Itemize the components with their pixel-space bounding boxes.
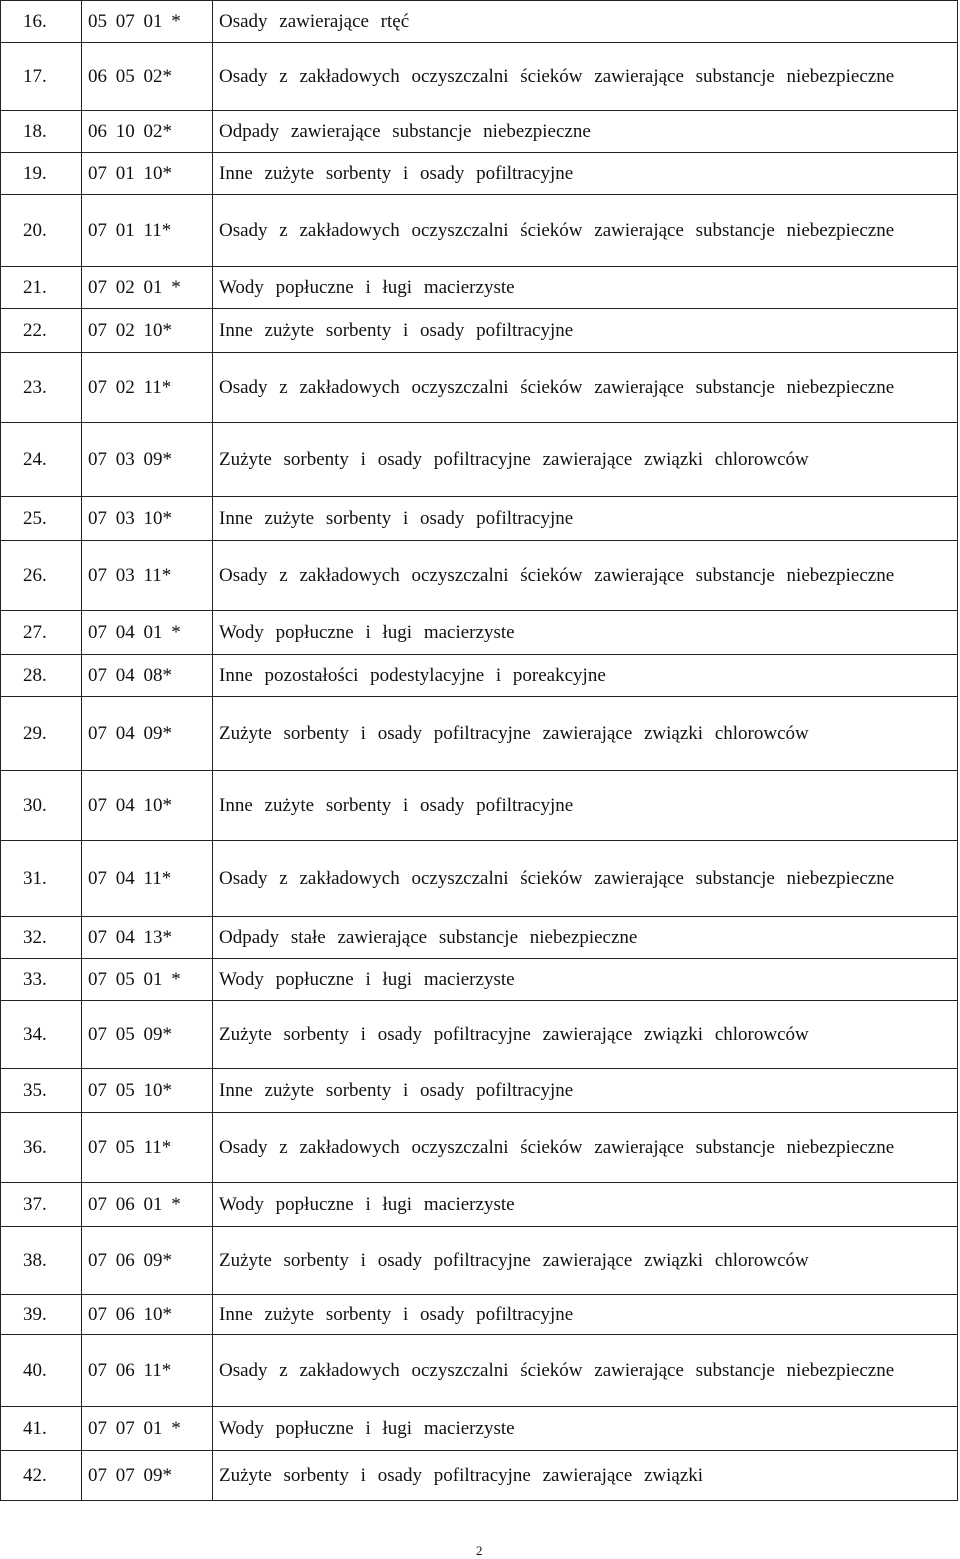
row-number: 20. bbox=[1, 195, 82, 267]
row-number: 18. bbox=[1, 111, 82, 153]
waste-code: 07 03 10* bbox=[82, 497, 213, 541]
table-row bbox=[1, 655, 958, 697]
waste-description: Zużyte sorbenty i osady pofiltracyjne zawierające związki chlorowców bbox=[213, 1001, 958, 1069]
waste-code: 07 02 01 * bbox=[82, 267, 213, 309]
waste-code: 07 07 01 * bbox=[82, 1407, 213, 1451]
waste-description: Inne zużyte sorbenty i osady pofiltracyjne bbox=[213, 1069, 958, 1113]
table-row bbox=[1, 153, 958, 195]
waste-code: 07 06 10* bbox=[82, 1295, 213, 1335]
waste-code: 07 01 10* bbox=[82, 153, 213, 195]
waste-description: Wody popłuczne i ługi macierzyste bbox=[213, 611, 958, 655]
row-number: 25. bbox=[1, 497, 82, 541]
row-number: 31. bbox=[1, 841, 82, 917]
waste-description: Osady z zakładowych oczyszczalni ścieków zawierające substancje niebezpieczne bbox=[213, 1113, 958, 1183]
row-number: 40. bbox=[1, 1335, 82, 1407]
table-row bbox=[1, 959, 958, 1001]
waste-code: 07 05 09* bbox=[82, 1001, 213, 1069]
row-number: 27. bbox=[1, 611, 82, 655]
waste-code: 07 01 11* bbox=[82, 195, 213, 267]
waste-description: Odpady zawierające substancje niebezpieczne bbox=[213, 111, 958, 153]
waste-description: Osady z zakładowych oczyszczalni ścieków zawierające substancje niebezpieczne bbox=[213, 43, 958, 111]
row-number: 28. bbox=[1, 655, 82, 697]
row-number: 30. bbox=[1, 771, 82, 841]
row-number: 38. bbox=[1, 1227, 82, 1295]
row-number: 37. bbox=[1, 1183, 82, 1227]
table-row bbox=[1, 497, 958, 541]
waste-code: 07 04 13* bbox=[82, 917, 213, 959]
waste-description: Osady z zakładowych oczyszczalni ścieków zawierające substancje niebezpieczne bbox=[213, 841, 958, 917]
waste-description: Zużyte sorbenty i osady pofiltracyjne zawierające związki chlorowców bbox=[213, 1227, 958, 1295]
row-number: 17. bbox=[1, 43, 82, 111]
table-row bbox=[1, 1407, 958, 1451]
row-number: 26. bbox=[1, 541, 82, 611]
waste-description: Osady z zakładowych oczyszczalni ścieków zawierające substancje niebezpieczne bbox=[213, 1335, 958, 1407]
table-body bbox=[1, 1, 958, 1501]
waste-code: 06 05 02* bbox=[82, 43, 213, 111]
row-number: 22. bbox=[1, 309, 82, 353]
table-row bbox=[1, 1451, 958, 1501]
row-number: 19. bbox=[1, 153, 82, 195]
waste-code: 07 03 11* bbox=[82, 541, 213, 611]
waste-description: Wody popłuczne i ługi macierzyste bbox=[213, 959, 958, 1001]
waste-code: 07 05 10* bbox=[82, 1069, 213, 1113]
row-number: 33. bbox=[1, 959, 82, 1001]
waste-description: Inne pozostałości podestylacyjne i poreakcyjne bbox=[213, 655, 958, 697]
table-row bbox=[1, 111, 958, 153]
waste-description: Odpady stałe zawierające substancje niebezpieczne bbox=[213, 917, 958, 959]
row-number: 42. bbox=[1, 1451, 82, 1501]
waste-code: 07 02 11* bbox=[82, 353, 213, 423]
table-row bbox=[1, 917, 958, 959]
page-number: 2 bbox=[476, 1543, 483, 1558]
table-row bbox=[1, 1295, 958, 1335]
waste-description: Inne zużyte sorbenty i osady pofiltracyjne bbox=[213, 771, 958, 841]
row-number: 23. bbox=[1, 353, 82, 423]
waste-code: 07 05 01 * bbox=[82, 959, 213, 1001]
table-row bbox=[1, 1227, 958, 1295]
row-number: 35. bbox=[1, 1069, 82, 1113]
waste-description: Zużyte sorbenty i osady pofiltracyjne zawierające związki chlorowców bbox=[213, 697, 958, 771]
table-row bbox=[1, 1001, 958, 1069]
table-row bbox=[1, 1069, 958, 1113]
waste-description: Zużyte sorbenty i osady pofiltracyjne zawierające związki chlorowców bbox=[213, 423, 958, 497]
table-row bbox=[1, 541, 958, 611]
waste-description: Zużyte sorbenty i osady pofiltracyjne zawierające związki bbox=[213, 1451, 958, 1501]
waste-description: Inne zużyte sorbenty i osady pofiltracyjne bbox=[213, 1295, 958, 1335]
row-number: 29. bbox=[1, 697, 82, 771]
table-row bbox=[1, 309, 958, 353]
row-number: 32. bbox=[1, 917, 82, 959]
waste-description: Osady z zakładowych oczyszczalni ścieków zawierające substancje niebezpieczne bbox=[213, 195, 958, 267]
waste-code: 07 05 11* bbox=[82, 1113, 213, 1183]
waste-description: Osady z zakładowych oczyszczalni ścieków zawierające substancje niebezpieczne bbox=[213, 353, 958, 423]
waste-description: Osady zawierające rtęć bbox=[213, 1, 958, 43]
waste-code: 07 06 11* bbox=[82, 1335, 213, 1407]
table-row bbox=[1, 841, 958, 917]
table-row bbox=[1, 267, 958, 309]
table-row bbox=[1, 611, 958, 655]
waste-code: 07 07 09* bbox=[82, 1451, 213, 1501]
waste-code: 07 04 09* bbox=[82, 697, 213, 771]
row-number: 24. bbox=[1, 423, 82, 497]
waste-code: 07 02 10* bbox=[82, 309, 213, 353]
table-row bbox=[1, 1, 958, 43]
waste-code: 07 06 01 * bbox=[82, 1183, 213, 1227]
waste-description: Inne zużyte sorbenty i osady pofiltracyjne bbox=[213, 153, 958, 195]
table-row bbox=[1, 697, 958, 771]
waste-description: Wody popłuczne i ługi macierzyste bbox=[213, 1407, 958, 1451]
waste-description: Inne zużyte sorbenty i osady pofiltracyjne bbox=[213, 309, 958, 353]
table-row bbox=[1, 195, 958, 267]
waste-code: 07 04 01 * bbox=[82, 611, 213, 655]
row-number: 39. bbox=[1, 1295, 82, 1335]
waste-code: 07 04 11* bbox=[82, 841, 213, 917]
table-row bbox=[1, 43, 958, 111]
waste-code: 07 06 09* bbox=[82, 1227, 213, 1295]
row-number: 41. bbox=[1, 1407, 82, 1451]
row-number: 36. bbox=[1, 1113, 82, 1183]
waste-code: 07 04 10* bbox=[82, 771, 213, 841]
table-row bbox=[1, 1113, 958, 1183]
row-number: 21. bbox=[1, 267, 82, 309]
waste-description: Wody popłuczne i ługi macierzyste bbox=[213, 267, 958, 309]
table-row bbox=[1, 771, 958, 841]
waste-description: Inne zużyte sorbenty i osady pofiltracyjne bbox=[213, 497, 958, 541]
table-row bbox=[1, 1183, 958, 1227]
waste-code: 07 04 08* bbox=[82, 655, 213, 697]
waste-code: 06 10 02* bbox=[82, 111, 213, 153]
table-row bbox=[1, 353, 958, 423]
waste-description: Osady z zakładowych oczyszczalni ścieków zawierające substancje niebezpieczne bbox=[213, 541, 958, 611]
row-number: 16. bbox=[1, 1, 82, 43]
waste-code: 05 07 01 * bbox=[82, 1, 213, 43]
table-row bbox=[1, 1335, 958, 1407]
row-number: 34. bbox=[1, 1001, 82, 1069]
waste-code: 07 03 09* bbox=[82, 423, 213, 497]
waste-description: Wody popłuczne i ługi macierzyste bbox=[213, 1183, 958, 1227]
table-row bbox=[1, 423, 958, 497]
